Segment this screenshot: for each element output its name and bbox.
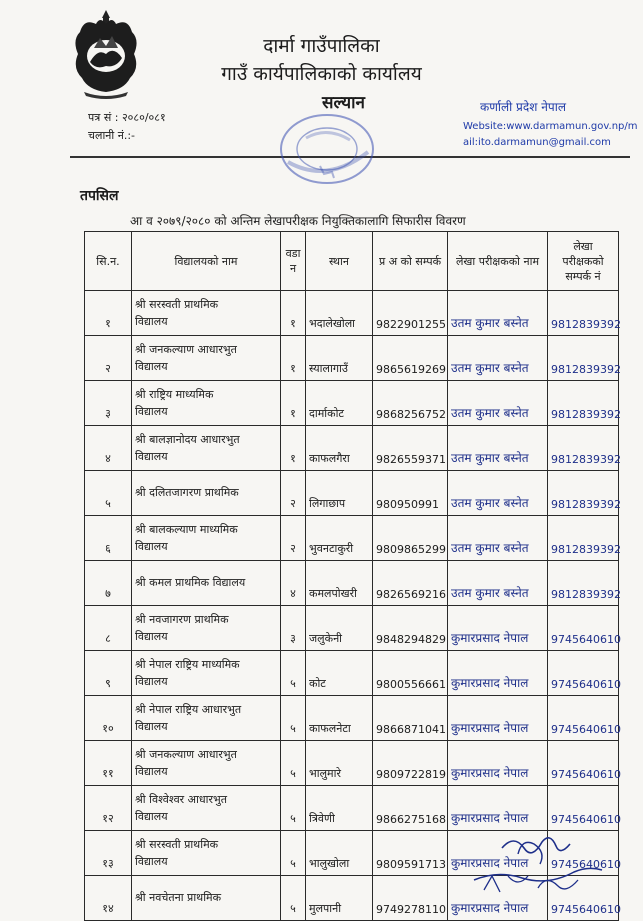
school-name-line2: विद्यालय xyxy=(135,810,168,823)
cell-serial: १० xyxy=(85,696,132,741)
cell-serial: २ xyxy=(85,336,132,381)
school-name-line1: श्री कमल प्राथमिक विद्यालय xyxy=(135,576,246,590)
cell-school-name xyxy=(132,291,281,336)
cell-auditor-phone: 9745640610 xyxy=(548,741,619,786)
cell-serial: ५ xyxy=(85,471,132,516)
school-name-line2: विद्यालय xyxy=(135,540,168,553)
cell-place: कोट xyxy=(306,651,373,696)
cell-ward: ५ xyxy=(281,876,306,921)
table-row xyxy=(85,381,619,426)
website-text: Website:www.darmamun.gov.np/m xyxy=(463,121,638,132)
cell-auditor-name: उतम कुमार बस्नेत xyxy=(448,336,548,381)
table-row xyxy=(85,741,619,786)
cell-serial: ९ xyxy=(85,651,132,696)
cell-principal-phone: 9826559371 xyxy=(373,426,448,471)
cell-principal-phone: 9809722819 xyxy=(373,741,448,786)
cell-school-name xyxy=(132,471,281,516)
cell-auditor-name: उतम कुमार बस्नेत xyxy=(448,516,548,561)
cell-serial: १ xyxy=(85,291,132,336)
table-row xyxy=(85,426,619,471)
cell-principal-phone: 9822901255 xyxy=(373,291,448,336)
table-row xyxy=(85,606,619,651)
table-row xyxy=(85,696,619,741)
school-name-line1: श्री बालज्ञानोदय आधारभुत xyxy=(135,432,240,446)
cell-auditor-name: उतम कुमार बस्नेत xyxy=(448,381,548,426)
cell-place: मुलपानी xyxy=(306,876,373,921)
cell-place: त्रिवेणी xyxy=(306,786,373,831)
cell-auditor-name: उतम कुमार बस्नेत xyxy=(448,291,548,336)
cell-serial: ७ xyxy=(85,561,132,606)
cell-auditor-name: कुमारप्रसाद नेपाल xyxy=(448,696,548,741)
school-name-line1: श्री जनकल्याण आधारभुत xyxy=(135,747,237,761)
cell-place: भदालेखोला xyxy=(306,291,373,336)
school-name-line1: श्री जनकल्याण आधारभुत xyxy=(135,342,237,356)
cell-ward: ५ xyxy=(281,741,306,786)
cell-place: भालुमारे xyxy=(306,741,373,786)
school-name-line2: विद्यालय xyxy=(135,405,168,418)
table-caption: आ व २०७९/२०८० को अन्तिम लेखापरीक्षक नियुक्तिकालागि सिफारीस विवरण xyxy=(130,214,466,228)
cell-school-name xyxy=(132,741,281,786)
cell-ward: ३ xyxy=(281,606,306,651)
cell-auditor-phone: 9745640610 xyxy=(548,876,619,921)
header-school-name: विद्यालयको नाम xyxy=(132,232,281,291)
cell-auditor-phone: 9812839392 xyxy=(548,471,619,516)
cell-ward: ५ xyxy=(281,786,306,831)
cell-principal-phone: 9868256752 xyxy=(373,381,448,426)
cell-serial: ११ xyxy=(85,741,132,786)
cell-auditor-name: उतम कुमार बस्नेत xyxy=(448,561,548,606)
cell-ward: १ xyxy=(281,381,306,426)
table-row xyxy=(85,336,619,381)
cell-ward: २ xyxy=(281,471,306,516)
school-name-line2: विद्यालय xyxy=(135,450,168,463)
header-auditor-name: लेखा परीक्षकको नाम xyxy=(448,232,548,291)
header-principal-contact: प्र अ को सम्पर्क xyxy=(373,232,448,291)
school-name-line1: श्री विश्वेश्वर आधारभुत xyxy=(135,792,228,806)
school-name-line2: विद्यालय xyxy=(135,360,168,373)
cell-school-name xyxy=(132,516,281,561)
cell-school-name xyxy=(132,381,281,426)
cell-school-name xyxy=(132,651,281,696)
school-name-line1: श्री नवचेतना प्राथमिक xyxy=(135,891,222,905)
office-name: गाउँ कार्यपालिकाको कार्यालय xyxy=(221,63,422,85)
header-serial: सि.न. xyxy=(85,232,132,291)
cell-place: भुवनटाकुरी xyxy=(306,516,373,561)
cell-principal-phone: 9749278110 xyxy=(373,876,448,921)
email-text: ail:ito.darmamun@gmail.com xyxy=(463,137,611,148)
cell-auditor-phone: 9745640610 xyxy=(548,651,619,696)
district-name: सल्यान xyxy=(322,93,365,113)
table-row xyxy=(85,471,619,516)
cell-auditor-phone: 9745640610 xyxy=(548,786,619,831)
cell-ward: ५ xyxy=(281,831,306,876)
school-name-line1: श्री दलितजागरण प्राथमिक xyxy=(135,486,239,500)
cell-principal-phone: 9826569216 xyxy=(373,561,448,606)
table-row xyxy=(85,561,619,606)
cell-place: कमलपोखरी xyxy=(306,561,373,606)
table-row xyxy=(85,291,619,336)
cell-auditor-name: कुमारप्रसाद नेपाल xyxy=(448,831,548,876)
cell-ward: १ xyxy=(281,426,306,471)
school-name-line2: विद्यालय xyxy=(135,720,168,733)
cell-ward: ५ xyxy=(281,651,306,696)
cell-auditor-name: कुमारप्रसाद नेपाल xyxy=(448,876,548,921)
official-signature xyxy=(462,830,612,902)
cell-auditor-phone: 9745640610 xyxy=(548,696,619,741)
cell-auditor-phone: 9812839392 xyxy=(548,516,619,561)
cell-serial: ३ xyxy=(85,381,132,426)
cell-place: लिगाछाप xyxy=(306,471,373,516)
school-name-line1: श्री सरस्वती प्राथमिक xyxy=(135,297,219,311)
cell-auditor-phone: 9745640610 xyxy=(548,831,619,876)
cell-ward: ५ xyxy=(281,696,306,741)
cell-principal-phone: 9800556661 xyxy=(373,651,448,696)
table-header-row xyxy=(85,232,619,291)
office-stamp xyxy=(276,108,378,190)
cell-school-name xyxy=(132,831,281,876)
school-name-line1: श्री सरस्वती प्राथमिक xyxy=(135,837,219,851)
letter-number: पत्र सं : २०८०/०८१ xyxy=(88,111,166,124)
cell-school-name xyxy=(132,876,281,921)
cell-place: जलुकेनी xyxy=(306,606,373,651)
cell-ward: ४ xyxy=(281,561,306,606)
cell-auditor-name: उतम कुमार बस्नेत xyxy=(448,426,548,471)
cell-school-name xyxy=(132,606,281,651)
dispatch-number: चलानी नं.:- xyxy=(88,129,136,142)
cell-school-name xyxy=(132,426,281,471)
header-ward: वडा न xyxy=(281,232,306,291)
cell-auditor-phone: 9812839392 xyxy=(548,291,619,336)
cell-school-name xyxy=(132,786,281,831)
cell-principal-phone: 9866275168 xyxy=(373,786,448,831)
header-auditor-contact: लेखा परीक्षकको सम्पर्क नं xyxy=(548,232,619,291)
cell-ward: २ xyxy=(281,516,306,561)
cell-serial: १३ xyxy=(85,831,132,876)
table-row xyxy=(85,786,619,831)
cell-ward: १ xyxy=(281,291,306,336)
cell-place: काफलगैरा xyxy=(306,426,373,471)
cell-principal-phone: 9848294829 xyxy=(373,606,448,651)
school-name-line2: विद्यालय xyxy=(135,315,168,328)
school-name-line2: विद्यालय xyxy=(135,630,168,643)
cell-serial: ४ xyxy=(85,426,132,471)
cell-ward: १ xyxy=(281,336,306,381)
school-name-line1: श्री नेपाल राष्ट्रिय आधारभुत xyxy=(135,702,242,716)
cell-place: दार्माकोट xyxy=(306,381,373,426)
province-name: कर्णाली प्रदेश नेपाल xyxy=(480,100,566,114)
table-row xyxy=(85,516,619,561)
cell-auditor-phone: 9812839392 xyxy=(548,426,619,471)
school-name-line2: विद्यालय xyxy=(135,855,168,868)
cell-school-name xyxy=(132,561,281,606)
school-name-line1: श्री राष्ट्रिय माध्यमिक xyxy=(135,387,214,401)
cell-school-name xyxy=(132,696,281,741)
cell-serial: १४ xyxy=(85,876,132,921)
municipality-name: दार्मा गाउँपालिका xyxy=(263,35,380,57)
cell-principal-phone: 9809865299 xyxy=(373,516,448,561)
school-name-line2: विद्यालय xyxy=(135,675,168,688)
cell-auditor-name: कुमारप्रसाद नेपाल xyxy=(448,741,548,786)
cell-serial: ८ xyxy=(85,606,132,651)
school-name-line1: श्री नेपाल राष्ट्रिय माध्यमिक xyxy=(135,657,240,671)
school-name-line1: श्री नवजागरण प्राथमिक xyxy=(135,612,229,626)
cell-school-name xyxy=(132,336,281,381)
cell-auditor-name: कुमारप्रसाद नेपाल xyxy=(448,651,548,696)
cell-principal-phone: 980950991 xyxy=(373,471,448,516)
cell-place: स्यालागाउँ xyxy=(306,336,373,381)
cell-auditor-phone: 9745640610 xyxy=(548,606,619,651)
cell-principal-phone: 9809591713 xyxy=(373,831,448,876)
cell-principal-phone: 9865619269 xyxy=(373,336,448,381)
cell-auditor-name: कुमारप्रसाद नेपाल xyxy=(448,786,548,831)
header-place: स्थान xyxy=(306,232,373,291)
cell-auditor-name: उतम कुमार बस्नेत xyxy=(448,471,548,516)
cell-serial: १२ xyxy=(85,786,132,831)
cell-place: काफलनेटा xyxy=(306,696,373,741)
school-auditor-table xyxy=(84,231,619,921)
section-label: तपसिल xyxy=(80,188,119,204)
cell-place: भालुखोला xyxy=(306,831,373,876)
cell-auditor-name: कुमारप्रसाद नेपाल xyxy=(448,606,548,651)
cell-serial: ६ xyxy=(85,516,132,561)
table-row xyxy=(85,651,619,696)
cell-auditor-phone: 9812839392 xyxy=(548,561,619,606)
school-name-line2: विद्यालय xyxy=(135,765,168,778)
cell-auditor-phone: 9812839392 xyxy=(548,336,619,381)
cell-principal-phone: 9866871041 xyxy=(373,696,448,741)
school-name-line1: श्री बालकल्याण माध्यमिक xyxy=(135,522,238,536)
cell-auditor-phone: 9812839392 xyxy=(548,381,619,426)
